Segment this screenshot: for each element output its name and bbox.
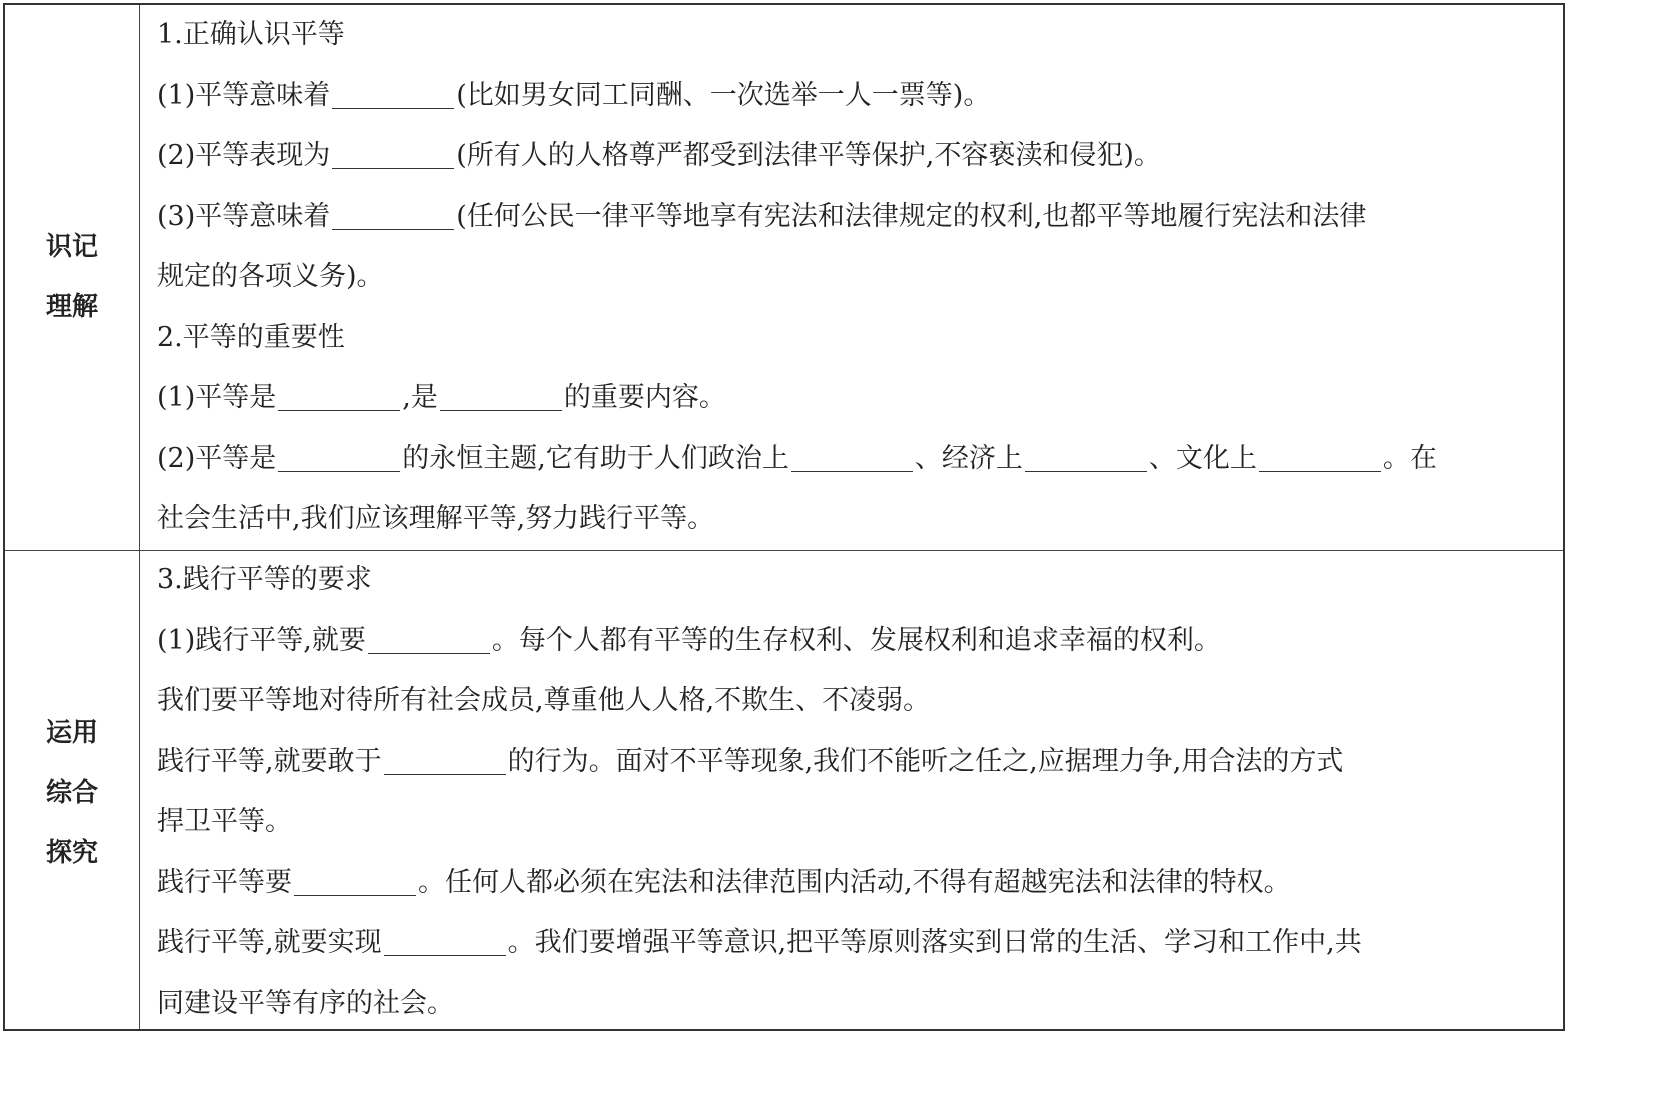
fill-blank[interactable]: [384, 746, 506, 775]
heading-3: [157, 550, 1549, 611]
label-line: 运用: [45, 718, 98, 748]
line-text: (任何公民一律平等地享有宪法和法律规定的权利,也都平等地履行宪法和法律: [456, 200, 1367, 232]
fill-blank[interactable]: [278, 382, 400, 411]
fill-blank[interactable]: [294, 867, 416, 896]
line-text: 。在: [1382, 442, 1437, 474]
section-content-recall: [157, 5, 1549, 550]
line-text: 的重要内容。: [563, 382, 726, 413]
fill-blank[interactable]: [278, 443, 400, 472]
item-2-2: [157, 429, 1549, 490]
heading-2: [157, 308, 1549, 369]
line-text: 的永恒主题,它有助于人们政治上: [402, 442, 789, 474]
label-line: 综合: [45, 778, 98, 808]
line-text: 践行平等,就要实现: [157, 927, 382, 958]
item-3-2-cont: [157, 792, 1549, 853]
item-3-4: [157, 913, 1549, 974]
line-text: (3)平等意味着: [157, 200, 331, 232]
label-line: 探究: [45, 838, 98, 868]
line-text: 的行为。面对不平等现象,我们不能听之任之,应据理力争,用合法的方式: [507, 745, 1344, 777]
item-1-3: [157, 187, 1549, 248]
fill-blank[interactable]: [368, 625, 490, 654]
item-3-1: [157, 611, 1549, 672]
line-text: (1)平等意味着: [157, 79, 331, 111]
fill-blank[interactable]: [384, 927, 506, 956]
line-text: 规定的各项义务)。: [157, 261, 384, 292]
line-text: 、文化上: [1148, 442, 1257, 474]
line-text: (1)平等是: [157, 382, 277, 413]
line-text: 践行平等,就要敢于: [157, 745, 382, 777]
fill-blank[interactable]: [332, 201, 454, 230]
line-text: 捍卫平等。: [157, 806, 292, 837]
line-text: (所有人的人格尊严都受到法律平等保护,不容亵渎和侵犯)。: [456, 140, 1161, 171]
item-1-3-cont: [157, 247, 1549, 308]
line-text: 社会生活中,我们应该理解平等,努力践行平等。: [157, 503, 715, 534]
line-text: ,是: [402, 382, 438, 413]
fill-blank[interactable]: [440, 382, 562, 411]
line-text: 2.平等的重要性: [157, 321, 345, 353]
line-text: 、经济上: [914, 442, 1023, 474]
item-3-2: [157, 732, 1549, 793]
line-text: (2)平等是: [157, 442, 277, 474]
item-3-4-cont: [157, 974, 1549, 1035]
section-label-apply: [5, 703, 139, 883]
heading-1: [157, 5, 1549, 66]
fill-blank[interactable]: [332, 140, 454, 169]
line-text: (比如男女同工同酬、一次选举一人一票等)。: [456, 79, 991, 111]
item-3-1-cont: [157, 671, 1549, 732]
column-divider: [139, 5, 140, 1029]
line-text: 我们要平等地对待所有社会成员,尊重他人人格,不欺生、不凌弱。: [157, 685, 931, 716]
section-content-apply: [157, 550, 1549, 1034]
fill-blank[interactable]: [1259, 443, 1381, 472]
line-text: 3.践行平等的要求: [157, 564, 372, 595]
label-line: 识记: [45, 232, 98, 262]
item-2-1: [157, 368, 1549, 429]
line-text: 同建设平等有序的社会。: [157, 987, 454, 1019]
line-text: 。每个人都有平等的生存权利、发展权利和追求幸福的权利。: [491, 624, 1221, 656]
label-line: 理解: [45, 292, 98, 322]
line-text: (2)平等表现为: [157, 140, 331, 171]
line-text: 践行平等要: [157, 866, 292, 898]
line-text: 。我们要增强平等意识,把平等原则落实到日常的生活、学习和工作中,共: [507, 927, 1362, 958]
fill-blank[interactable]: [1025, 443, 1147, 472]
section-label-recall: [5, 217, 139, 337]
fill-blank[interactable]: [791, 443, 913, 472]
fill-blank[interactable]: [332, 80, 454, 109]
item-2-2-cont: [157, 489, 1549, 550]
line-text: 。任何人都必须在宪法和法律范围内活动,不得有超越宪法和法律的特权。: [418, 866, 1291, 898]
item-3-3: [157, 853, 1549, 914]
line-text: 1.正确认识平等: [157, 19, 345, 50]
item-1-1: [157, 66, 1549, 127]
line-text: (1)践行平等,就要: [157, 624, 366, 656]
item-1-2: [157, 126, 1549, 187]
worksheet-table: [3, 3, 1565, 1031]
